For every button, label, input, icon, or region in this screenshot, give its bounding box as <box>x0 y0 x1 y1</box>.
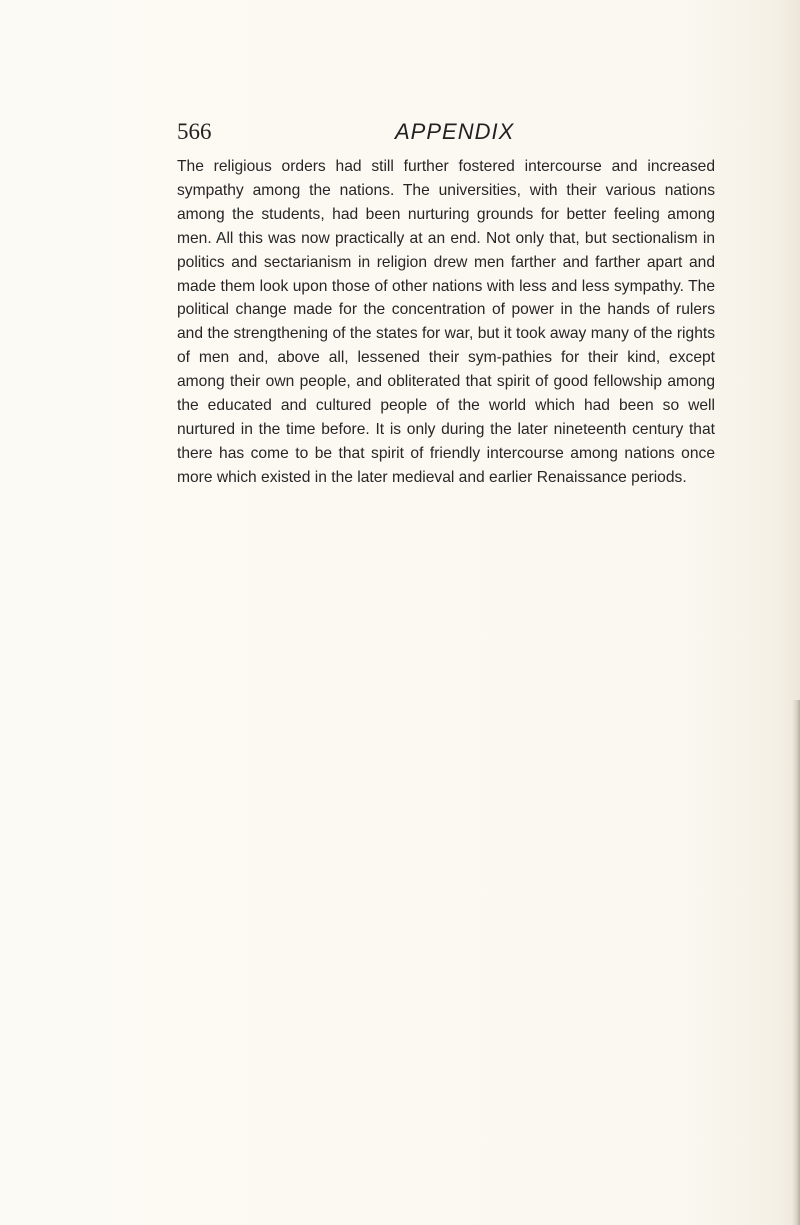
page-number: 566 <box>177 119 212 144</box>
page-edge-shadow <box>792 700 800 1225</box>
running-head: APPENDIX <box>395 119 515 144</box>
body-paragraph: The religious orders had still further fostered intercourse and increased sympathy among the nations. The universities, with their various nations among the students, had been nurturing grounds for better feeling among men. All this was now practically at an end. Not only that, but sectionalism in politics and sectarianism in religion drew men farther and farther apart and made them look upon those of other nations with less and less sympathy. The political change made for the concentration of power in the hands of rulers and the strengthening of the states for war, but it took away many of the rights of men and, above all, lessened their sym-pathies for their kind, except among their own people, and obliterated that spirit of good fellowship among the educated and cultured people of the world which had been so well nurtured in the time before. It is only during the later nineteenth century that there has come to be that spirit of friendly intercourse among nations once more which existed in the later medieval and earlier Renaissance periods. <box>177 158 715 486</box>
page-header <box>177 117 627 153</box>
